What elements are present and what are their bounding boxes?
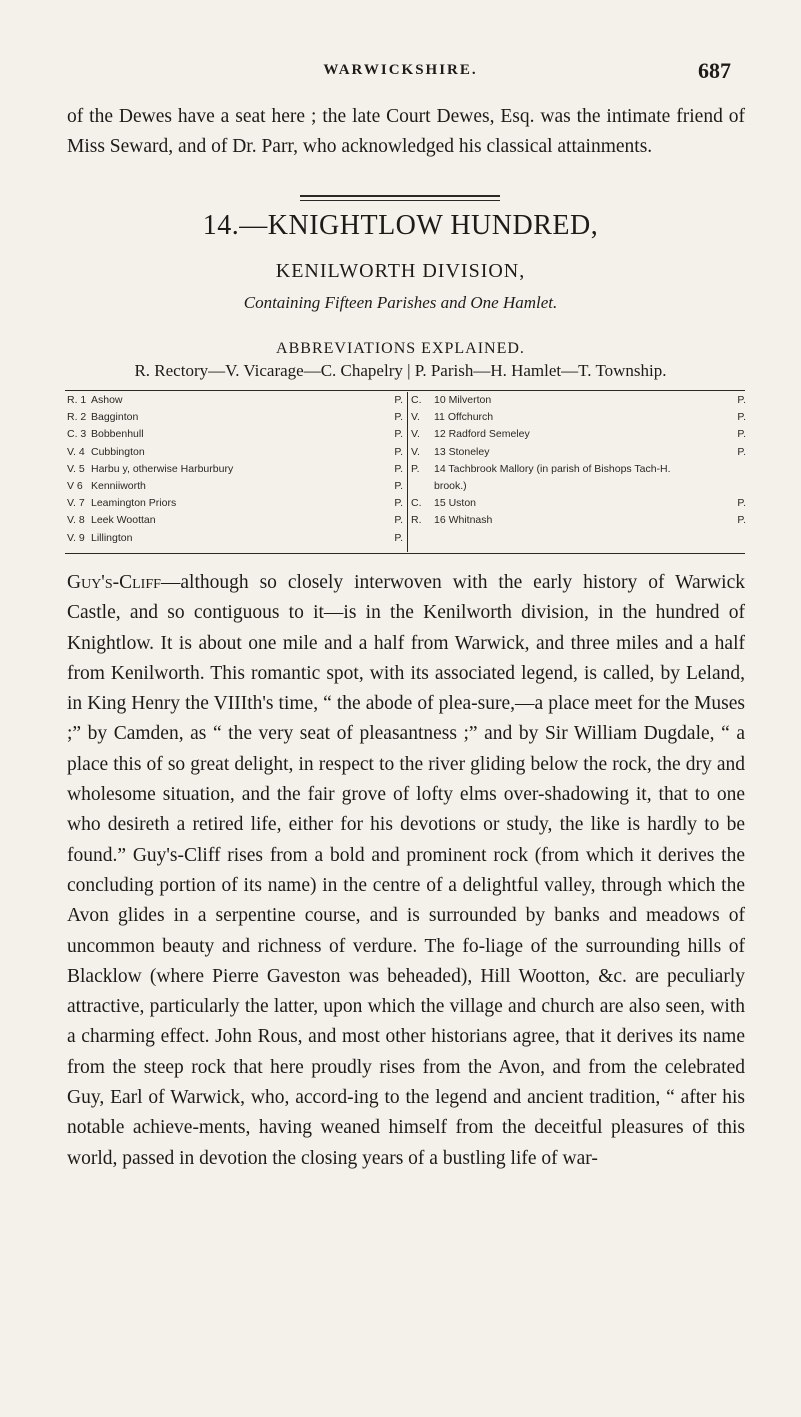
parish-row (65, 461, 405, 478)
section-divider (300, 195, 500, 201)
parish-name: 10 Milverton (434, 394, 492, 406)
parish-kind: P. (737, 445, 746, 458)
parish-code: V. (411, 411, 420, 424)
parish-code: V. 9 (67, 531, 85, 544)
containing-subtitle: Containing Fifteen Parishes and One Hamlet. (243, 293, 558, 312)
parish-kind: P. (394, 445, 403, 458)
parish-kind: P. (737, 497, 746, 510)
parish-row (65, 426, 405, 443)
intro-text: of the Dewes have a seat here ; the late Court Dewes, Esq. was the intimate friend of Miss Seward, and of Dr. Parr, who acknowledged his classical attainments. (67, 106, 745, 158)
parish-row (408, 495, 746, 512)
parish-kind: P. (394, 497, 403, 510)
parish-row (65, 530, 405, 547)
parish-row (65, 512, 405, 529)
parish-code: P. (411, 462, 420, 475)
main-lead: Guy's-Cliff (67, 572, 161, 593)
parish-row (408, 392, 746, 409)
parish-row (65, 392, 405, 409)
parish-code: V. 8 (67, 514, 85, 527)
parish-kind: P. (394, 462, 403, 475)
parish-kind: P. (394, 411, 403, 424)
parish-row (65, 409, 405, 426)
parish-row (65, 495, 405, 512)
running-head (0, 58, 801, 84)
parish-row (408, 444, 746, 461)
parish-kind: P. (737, 394, 746, 406)
division-title: KENILWORTH DIVISION, (275, 260, 526, 282)
section-title: 14.—KNIGHTLOW HUNDRED, (202, 210, 599, 241)
intro-paragraph (67, 102, 745, 163)
parish-code: R. 1 (67, 394, 87, 406)
parish-code: V 6 (67, 479, 83, 492)
parish-kind: P. (394, 514, 403, 527)
parish-code: V. 5 (67, 462, 85, 475)
parish-kind: P. (394, 394, 403, 406)
parish-name: 13 Stoneley (434, 445, 490, 458)
parish-row (408, 426, 746, 443)
parish-name: Ashow (91, 394, 123, 406)
table-bottom-rule (65, 553, 745, 554)
running-head-title: WARWICKSHIRE. (323, 62, 478, 78)
parish-name: Leamington Priors (91, 497, 177, 510)
parish-kind: P. (737, 411, 746, 424)
parish-name: 14 Tachbrook Mallory (in parish of Bishops Tach-H. (434, 462, 671, 475)
parish-name: Lillington (91, 531, 133, 544)
parish-name: Bobbenhull (91, 428, 144, 441)
abbreviations-line: R. Rectory—V. Vicarage—C. Chapelry | P. Parish—H. Hamlet—T. Township. (134, 361, 667, 380)
parish-row (408, 461, 746, 478)
parish-code: C. (411, 394, 422, 406)
parish-row (65, 444, 405, 461)
parish-code: V. (411, 428, 420, 441)
table-top-rule (65, 390, 745, 391)
parish-code: R. 2 (67, 411, 87, 424)
parish-name: 16 Whitnash (434, 514, 493, 527)
parish-kind: P. (737, 514, 746, 527)
parish-kind: P. (394, 428, 403, 441)
parish-name: Harbu y, otherwise Harburbury (91, 462, 234, 475)
parish-row (408, 478, 746, 495)
parish-name: Bagginton (91, 411, 139, 424)
parish-name: brook.) (434, 479, 467, 492)
main-paragraph (67, 568, 745, 1174)
parish-kind: P. (737, 428, 746, 441)
main-text (67, 568, 745, 1174)
parish-code: C. (411, 497, 422, 510)
parish-code: C. 3 (67, 428, 87, 441)
parish-row (408, 512, 746, 529)
parish-code: R. (411, 514, 422, 527)
parish-table (65, 392, 745, 552)
parish-name: 11 Offchurch (434, 411, 494, 424)
parish-code: V. 7 (67, 497, 85, 510)
parish-name: Kenniiworth (91, 479, 146, 492)
parish-kind: P. (394, 531, 403, 544)
main-body: —although so closely interwoven with the early history of Warwick Castle, and so contiguous to it—is in the Kenilworth division, in the hundred of Knightlow. It is about one mile and a half from Warwick, and three miles and a half from Kenilworth. This romantic spot, with its associated legend, is called, by Leland, in King Henry the VIIIth's time, “ the abode of plea-sure,—a place meet for the Muses ;” by Camden, as “ the very seat of pleasantness ;” and by Sir William Dugdale, “ a place this of so great delight, in respect to the river gliding below the rock, the dry and wholesome situation, and the fair grove of lofty elms over-shadowing it, that to one who desireth a retired life, either for his devotions or study, the like is hardly to be found.” Guy's-Cliff rises from a bold and prominent rock (from which it derives the concluding portion of its name) in the centre of a delightful valley, through which the Avon glides in a serpentine course, and is surrounded by banks and meadows of uncommon beauty and richness of verdure. The fo-liage of the surrounding hills of Blacklow (where Pierre Gaveston was beheaded), Hill Wootton, &c. are peculiarly attractive, particularly the latter, upon which the village and church are also seen, with a charming effect. John Rous, and most other historians agree, that it derives its name from the steep rock that here proudly rises from the Avon, and from the celebrated Guy, Earl of Warwick, who, accord-ing to the legend and ancient tradition, “ after his notable achieve-ments, having weaned himself from the deceitful pleasures of this world, passed in devotion the closing years of a bustling life of war- (67, 572, 745, 1169)
parish-name: Leek Woottan (91, 514, 156, 527)
parish-row (408, 409, 746, 426)
parish-column-left (65, 392, 405, 547)
parish-kind: P. (394, 479, 403, 492)
parish-column-right (407, 392, 746, 552)
parish-code: V. 4 (67, 445, 85, 458)
parish-name: 15 Uston (434, 497, 477, 510)
parish-code: V. (411, 445, 420, 458)
page-number: 687 (698, 58, 731, 83)
parish-name: Cubbington (91, 445, 145, 458)
parish-name: 12 Radford Semeley (434, 428, 530, 441)
abbreviations-heading: ABBREVIATIONS EXPLAINED. (276, 340, 525, 357)
parish-row (65, 478, 405, 495)
